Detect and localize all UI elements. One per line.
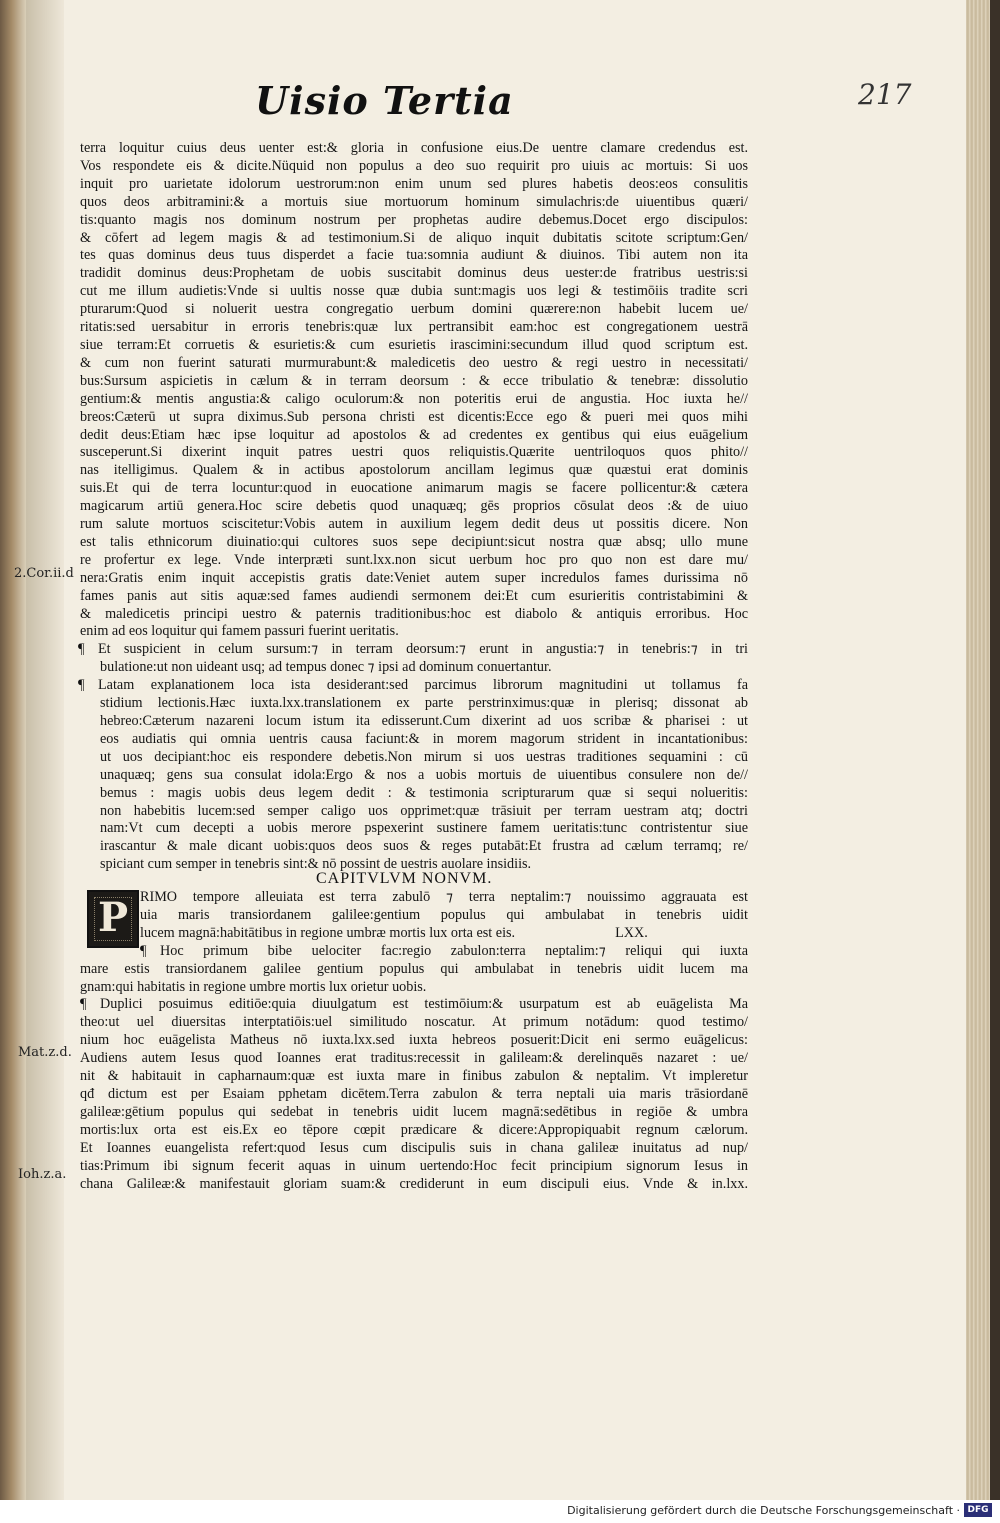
text-line-content: bus:Sursum aspicietis in cælum & in terram deorsum : & ecce tribulatio & tenebræ: dissolutio (80, 372, 748, 389)
text-line (80, 194, 748, 212)
text-line (80, 907, 748, 925)
text-line (80, 247, 748, 265)
text-line (80, 641, 748, 659)
text-line (80, 355, 748, 373)
text-line-content: theo:ut uel diuersitas interptatiōis:uel similitudo noscatur. At primum notādum: quod testimo/ (80, 1014, 748, 1031)
text-line-content: quos deos arbitramini:& a mortuis siue mortuorum hominum simulachris:de uiuentibus quæri/ (80, 193, 748, 210)
text-line (80, 444, 748, 462)
text-line-content: mare estis transiordanem galilee gentium populus qui ambulabat in tenebris uidit lucem ma (80, 960, 748, 977)
text-line (80, 176, 748, 194)
text-line (80, 212, 748, 230)
text-line-content: nas itelligimus. Qualem & in actibus apostolorum ancillam legimus quæ quæstui erat dominis (80, 462, 748, 479)
folio-number: 217 (858, 78, 912, 111)
text-line (80, 1050, 748, 1068)
pilcrow-icon: ¶ (78, 641, 85, 658)
text-line (80, 1122, 748, 1140)
text-line (80, 1140, 748, 1158)
text-line (80, 785, 748, 803)
gutter (26, 0, 66, 1500)
fore-edge (966, 0, 1000, 1500)
text-line (80, 1104, 748, 1122)
text-line (80, 391, 748, 409)
text-line-content: spiciant cum semper in tenebris sint:& nō possint de uestris auolare insidiis. (100, 856, 532, 873)
marginal-note: Ioh.z.a. (18, 1167, 67, 1182)
text-line (80, 996, 748, 1014)
pilcrow-icon: ¶ (78, 677, 85, 694)
text-line-content: Duplici posuimus editiōe:quia diuulgatum est testimōium:& usurpatum est ab euāgelista Ma (100, 996, 748, 1013)
text-line (80, 158, 748, 176)
marginal-note: Mat.z.d. (18, 1045, 72, 1060)
text-line-content: re profertur ex lege. Vnde interpræti sunt.lxx.non sicut uerbum hoc pro quo non est dare mu/ (80, 551, 748, 568)
running-head: Uisio Tertia (255, 78, 514, 123)
dfg-logo: DFG (964, 1503, 992, 1517)
text-line-content: mortis:lux orta est eis.Ex eo tēpore cœpit prædicare & dicere:Appropiquabit regnum cælorum. (80, 1121, 748, 1138)
text-line-content: Et Ioannes euangelista refert:quod Iesus cum discipulis suis in chana galileæ inuitatus ad nup/ (80, 1139, 748, 1156)
text-line-content: & cōfert ad legem magis & ad testimonium.Si de aliquo inquit dubitatis scitote scriptum:Gen/ (80, 229, 748, 246)
text-line (80, 659, 748, 677)
text-line-content: est talis ethnicorum diuinatio:qui cultores suos sepe decipiunt:sicut nostra quæ absq; ullo mune (80, 533, 748, 550)
text-line (80, 283, 748, 301)
text-line-content: Hoc primum bibe uelociter fac:regio zabulon:terra neptalim:⁊ reliqui qui iuxta (160, 942, 748, 959)
text-line (80, 230, 748, 248)
text-line-content: galileæ:gētium populus qui sedebat in tenebris uidit lucem magnā:sedētibus in regiōe & umbra (80, 1103, 748, 1120)
main-text-block (80, 140, 748, 874)
initial-letter: P (97, 894, 129, 941)
text-line-content: lucem magnā:habitātibus in regione umbræ mortis lux orta est eis. (140, 924, 516, 941)
text-line-content: unaquæq; gens sua consulat idola:Ergo & nos a uobis mortuis de uiuentibus consulere non de// (100, 766, 748, 783)
pilcrow-icon: ¶ (140, 942, 147, 959)
text-line (80, 677, 748, 695)
text-line (80, 623, 748, 641)
text-line (80, 480, 748, 498)
text-line (80, 301, 748, 319)
text-line-content: fames panis aut sitis aquæ:sed fames audiendi sermonem dei:Et cum esurieritis contristabimini & (80, 587, 748, 604)
text-line-content: enim ad eos loquitur qui famem passuri fuerint ueritatis. (80, 623, 399, 640)
text-line (80, 1176, 748, 1194)
text-line (80, 265, 748, 283)
text-line (80, 749, 748, 767)
text-line-content: Audiens autem Iesus quod Ioannes erat traditus:recessit in galileam:& derelinquēs nazaret : ue/ (80, 1050, 748, 1067)
text-line (80, 552, 748, 570)
text-line (80, 713, 748, 731)
text-line-content: Vos respondete eis & dicite.Nüquid non populus a deo suo requirit pro uiuis ac mortuis: Si uos (80, 157, 748, 174)
text-line (80, 767, 748, 785)
text-line-content: eos audiatis qui omnia uentris causa faciunt:& in morem magorum strident in incantationibus: (100, 730, 748, 747)
text-line (80, 889, 748, 907)
text-line-content: gnam:qui habitatis in regione umbre mortis lux orietur uobis. (80, 978, 427, 995)
text-line-content: terra loquitur cuius deus uenter est:& gloria in confusione eius.De uentre clamare credendus est. (80, 140, 748, 156)
text-line-content: hebreo:Cæterum nazareni locum istum ita edisserunt.Cum dixerint ad uos scribæ & pharisei : ut (100, 713, 748, 729)
text-line (80, 337, 748, 355)
text-line-content: tradidit dominus deus:Prophetam de uobis suscitabit dominus deus uester:de fratribus uestris:si (80, 265, 748, 282)
text-line (80, 409, 748, 427)
text-line-content: irascantur & male dicant uobis:quos deos suos & reges putabāt:Et frustra ad cælum terramq; re/ (100, 838, 748, 855)
text-line-content: siue terram:Et corruetis & esurietis:& cum esurietis irascimini:secundum illud quod scriptum est. (80, 336, 748, 353)
text-line (80, 427, 748, 445)
text-line (80, 140, 748, 158)
text-line-content: rum salute mortuos sciscitetur:Vobis autem in auxilium legem dedit deus ut possitis dicere. Non (80, 516, 748, 533)
text-line-content: dedit deus:Etiam hæc ipse loquitur ad apostolos & ad credentes ex gentibus qui eius euāgelium (80, 426, 748, 443)
text-line (80, 534, 748, 552)
text-line (80, 588, 748, 606)
text-line-content: & cum non fuerint saturati murmurabunt:& maledicetis deo uestro & regi uestro in necessitati/ (80, 354, 748, 371)
text-line (80, 961, 748, 979)
text-line-content: tis:quanto magis nos dominum nostrum per prophetas audire debemus.Docet ergo discipulos: (80, 211, 748, 228)
text-line-content: susceperunt.Si dixerint inquit patres uestri quos reliquistis.Quærite uentriloquos quos phito// (80, 444, 748, 461)
text-line (80, 498, 748, 516)
text-line-content: non habebitis lucem:sed semper caligo uos opprimet:quæ trāsiuit per terram uestram atq; doctri (100, 802, 748, 819)
text-line-content: qđ dictum est per Esaiam pphetam dicētem.Terra zabulon & terra neptali uia maris trāsiordanē (80, 1085, 748, 1102)
text-line (80, 731, 748, 749)
text-line (80, 803, 748, 821)
text-line (80, 1158, 748, 1176)
text-line (80, 925, 748, 943)
text-line-content: nam:Vt cum decepti a uobis merore pspexerint sustinere famem ueritatis:tunc contristentur siue (100, 820, 748, 837)
text-line-content: inquit pro uarietate idolorum uestrorum:non enim unum sed plures habetis deos:eos consulitis (80, 175, 748, 192)
text-line-content: pturarum:Quod si noluerit uestra congregatio uerbum domini quærere:non habebit lucem ue/ (80, 301, 748, 318)
left-page-edge (0, 0, 26, 1500)
text-line (80, 1068, 748, 1086)
text-line-content: suis.Et qui de terra locuntur:quod in euocatione animarum magis se facere pollicentur:& cætera (80, 480, 748, 497)
marginal-note: 2.Cor.ii.d (14, 566, 74, 581)
text-line-content: nit & habitauit in capharnaum:quæ est iuxta mare in finibus zabulon & neptalim. Vt impleretur (80, 1068, 748, 1085)
chapter-text-block (80, 889, 748, 1193)
text-line-content: RIMO tempore alleuiata est terra zabulō ⁊ terra neptalim:⁊ nouissimo aggrauata est (140, 889, 748, 905)
text-line-content: ut uos decipiant:hoc eis respondere debetis.Non mirum si uos uestras traditiones sequamini : cū (100, 748, 748, 765)
text-line-content: chana Galileæ:& manifestauit gloriam suam:& crediderunt in eum discipuli eius. Vnde & in.lxx. (80, 1175, 748, 1192)
text-line-content: Latam explanationem loca ista desiderant:sed parcimus librorum magnitudini ut tollamus fa (98, 677, 748, 694)
text-line (80, 516, 748, 534)
text-line (80, 462, 748, 480)
text-line (80, 570, 748, 588)
funding-credit: Digitalisierung gefördert durch die Deutsche Forschungsgemeinschaft · (567, 1504, 960, 1517)
text-line (80, 1014, 748, 1032)
text-line-content: bulatione:ut non uideant usq; ad tempus donec ⁊ ipsi ad dominum conuertantur. (100, 659, 552, 676)
text-line (80, 838, 748, 856)
text-line-content: uia maris transiordanem galilee:gentium populus qui ambulabat in tenebris uidit (140, 906, 748, 923)
chapter-heading: CAPITVLVM NONVM. (316, 870, 493, 887)
text-line-content: gentium:& mentis angustia:& caligo oculorum:& non poteritis erui de angustia. Hoc iuxta he// (80, 390, 748, 407)
text-line-content: stidium lectionis.Hæc iuxta.lxx.translationem ex parte perstrinximus:quæ in plerisq; dissonat ab (100, 695, 748, 712)
text-line (80, 695, 748, 713)
text-line (80, 319, 748, 337)
text-line-content: Et suspicient in celum sursum:⁊ in terram deorsum:⁊ erunt in angustia:⁊ in tenebris:⁊ in tri (98, 641, 748, 658)
text-line-content: tes quas dominus deus tuus disperdet a facie tua:somnia audiunt & diuinos. Tibi autem non ita (80, 247, 748, 264)
text-line (80, 373, 748, 391)
text-line-content: ritatis:sed uersabitur in erroris tenebris:quæ lux pertransibit eam:hoc est congregationem uestrā (80, 319, 748, 336)
text-line-content: tias:Primum ibi signum fecerit aquas in uinum uertendo:Hoc fecit principium signorum Iesus in (80, 1157, 748, 1174)
text-line (80, 943, 748, 961)
pilcrow-icon: ¶ (80, 996, 87, 1013)
text-line (80, 606, 748, 624)
text-line (80, 1086, 748, 1104)
text-line-content: nium hoc euāgelista Matheus nō iuxta.lxx.sed iuxta hebreos posuerit:Dicit eni sermo euāgelicus: (80, 1032, 748, 1049)
text-line-content: bemus : magis uobis deus legem dedit : & testimonia scripturarum quæ si sequi nolueritis: (100, 784, 748, 801)
text-line (80, 979, 748, 997)
text-line-content: nera:Gratis enim inquit accepistis gratis date:Veniet autem super incredulos fames durissima nō (80, 569, 748, 586)
text-line-content: cut me illum audietis:Vnde si uultis nosse quæ dubia sunt:magis uos legi & testimōiis tradite scri (80, 283, 748, 300)
lxx-mark: LXX. (615, 924, 648, 941)
text-line (80, 1032, 748, 1050)
text-line-content: magicarum artiū genera.Hoc scire debetis quod unaquæq; gēs proprios cōsulat deos :& de uiuo (80, 498, 748, 515)
text-line-content: breos:Cæterū ut supra diximus.Sub persona christi est dicentis:Ecce ego & pueri mei quos mihi (80, 408, 748, 425)
text-line-content: & maledicetis principi uestro & paternis traditionibus:hoc est diabolo & antiquis erroribus. Hoc (80, 605, 748, 622)
text-line (80, 820, 748, 838)
